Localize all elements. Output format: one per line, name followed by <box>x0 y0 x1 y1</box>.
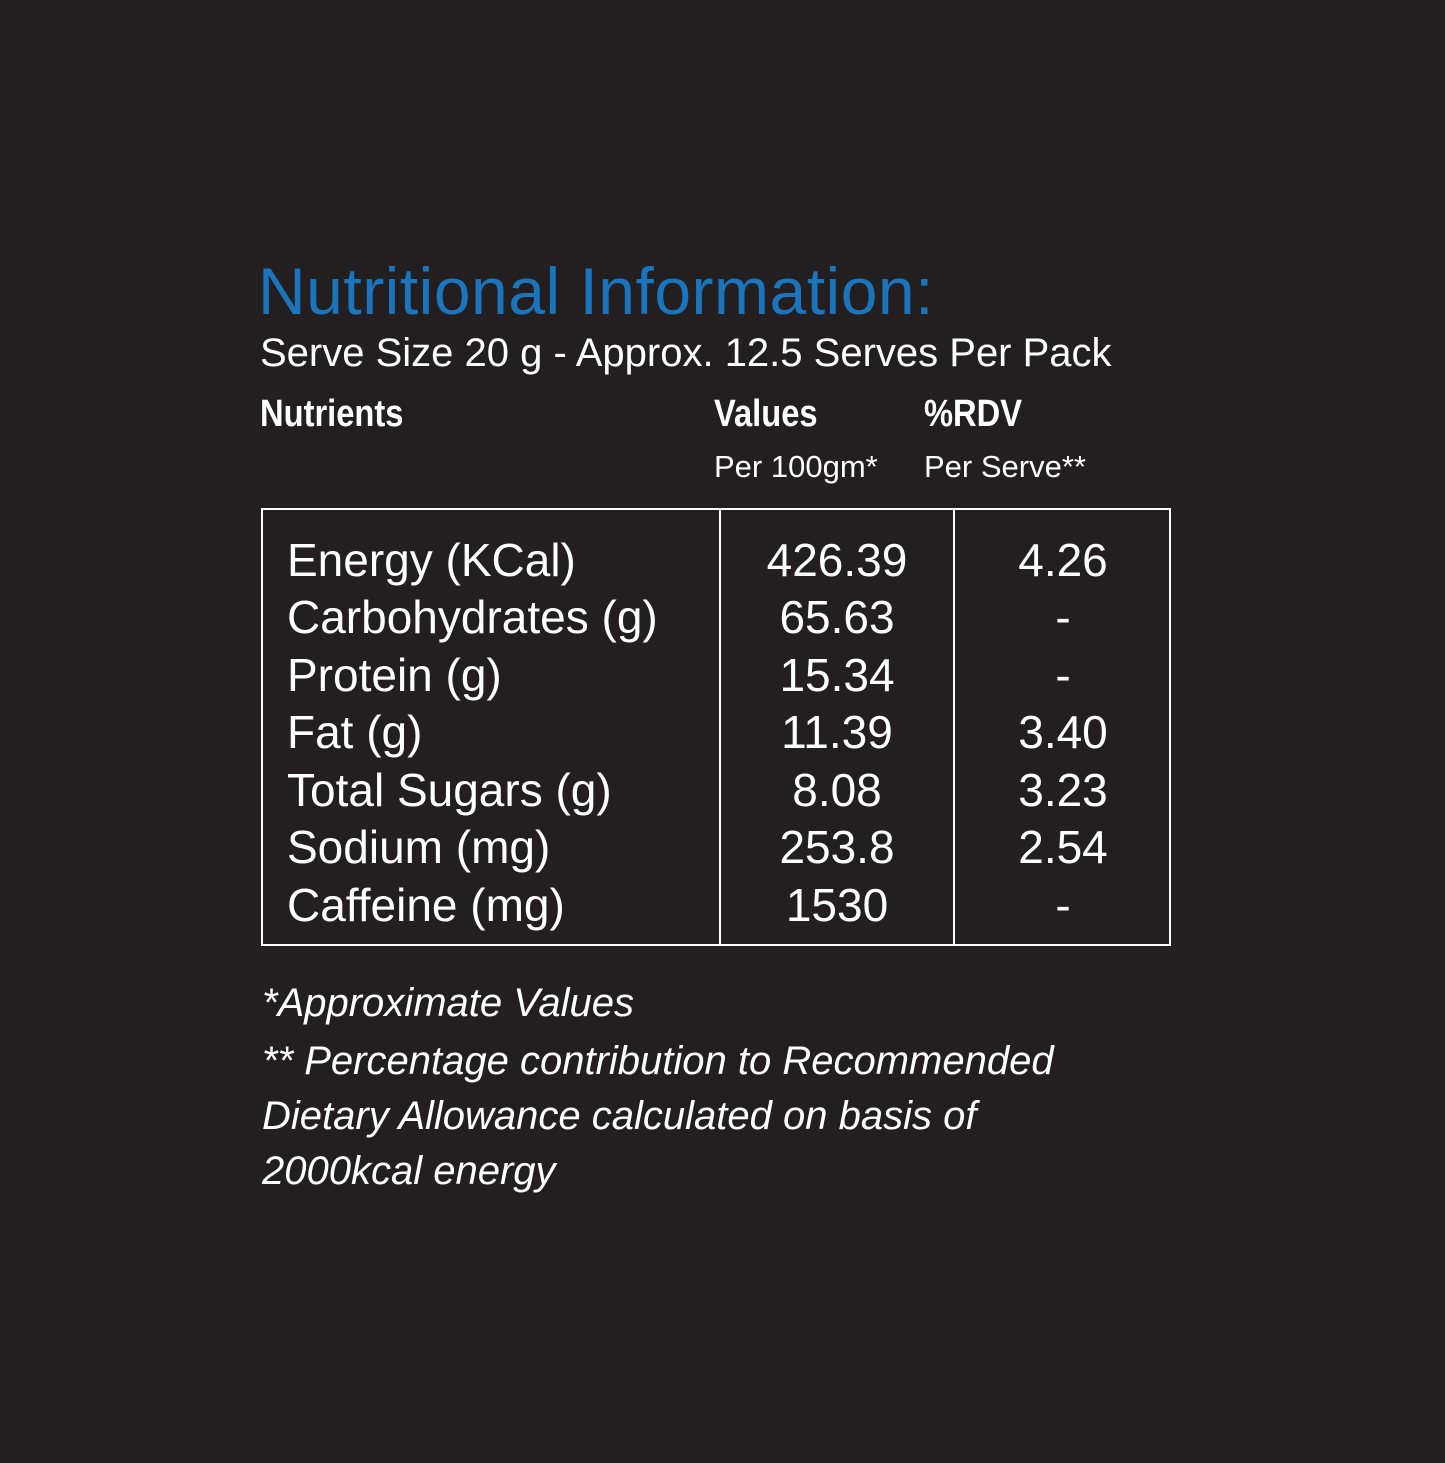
table-row <box>263 647 1169 704</box>
nutrition-table <box>261 508 1171 946</box>
nutrient-value: 11.39 <box>781 706 893 758</box>
footnote-rdv-line-2: Dietary Allowance calculated on basis of <box>262 1094 977 1138</box>
nutrient-rdv: 4.26 <box>1018 534 1108 586</box>
table-row <box>263 877 1169 934</box>
nutrient-name: Caffeine (mg) <box>287 879 565 931</box>
nutrient-value: 65.63 <box>779 591 895 643</box>
nutrient-value: 1530 <box>785 879 889 931</box>
table-row <box>263 819 1169 876</box>
footnote-approximate: *Approximate Values <box>262 981 635 1025</box>
serve-size-text: Serve Size 20 g - Approx. 12.5 Serves Per Pack <box>260 331 1112 375</box>
footnote-rdv-line-3: 2000kcal energy <box>262 1149 556 1193</box>
nutrient-name: Carbohydrates (g) <box>287 591 658 643</box>
nutrient-value: 253.8 <box>779 821 895 873</box>
nutrient-rdv: - <box>1055 879 1071 931</box>
header-values: Values <box>714 393 818 435</box>
header-nutrients: Nutrients <box>260 393 404 435</box>
nutrient-rdv: 3.23 <box>1018 764 1108 816</box>
table-row <box>263 532 1169 589</box>
nutrient-value: 15.34 <box>779 649 895 701</box>
nutrient-name: Protein (g) <box>287 649 502 701</box>
nutrient-rdv: 3.40 <box>1018 706 1108 758</box>
nutrient-name: Sodium (mg) <box>287 821 551 873</box>
nutrient-value: 426.39 <box>766 534 908 586</box>
header-rdv: %RDV <box>924 393 1023 435</box>
header-rdv-sub: Per Serve** <box>924 449 1086 484</box>
page-title: Nutritional Information: <box>258 254 934 328</box>
footnote-rdv-line-1: ** Percentage contribution to Recommended <box>262 1039 1054 1083</box>
table-row <box>263 589 1169 646</box>
nutrient-rdv: 2.54 <box>1018 821 1108 873</box>
nutrient-value: 8.08 <box>792 764 882 816</box>
nutrient-name: Energy (KCal) <box>287 534 576 586</box>
header-values-sub: Per 100gm* <box>714 449 878 484</box>
table-row <box>263 762 1169 819</box>
nutrient-name: Fat (g) <box>287 706 423 758</box>
nutrient-rdv: - <box>1055 591 1071 643</box>
nutrient-rdv: - <box>1055 649 1071 701</box>
nutrient-name: Total Sugars (g) <box>287 764 612 816</box>
table-row <box>263 704 1169 761</box>
